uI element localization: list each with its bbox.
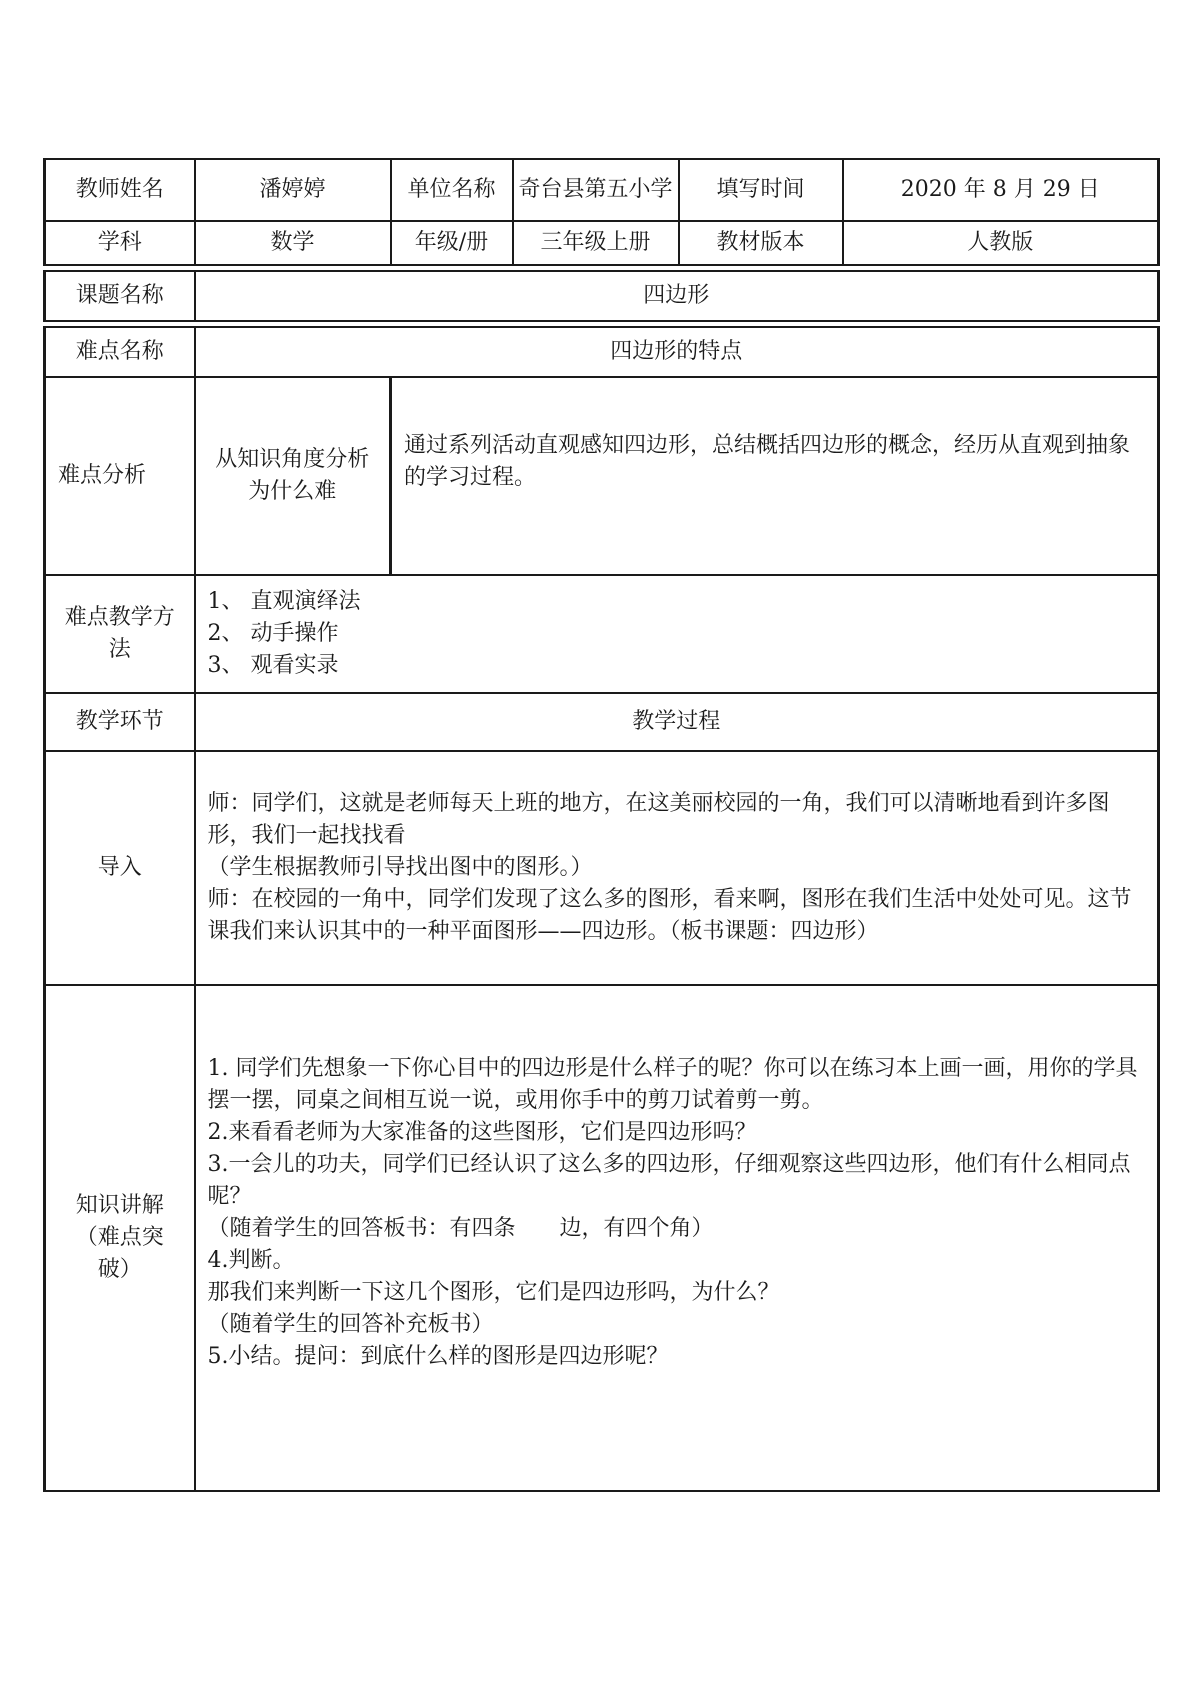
topic-value: 四边形 bbox=[195, 271, 1159, 321]
unit-value: 奇台县第五小学 bbox=[513, 159, 679, 221]
intro-line: 师：同学们，这就是老师每天上班的地方，在这美丽校园的一角，我们可以清晰地看到许多图形，我们一起找找看 bbox=[207, 791, 1110, 848]
subject-label: 学科 bbox=[45, 221, 195, 265]
process-value: 教学过程 bbox=[195, 693, 1159, 751]
intro-label: 导入 bbox=[45, 751, 195, 985]
teacher-value: 潘婷婷 bbox=[195, 159, 391, 221]
grade-value: 三年级上册 bbox=[513, 221, 679, 265]
process-label: 教学环节 bbox=[45, 693, 195, 751]
knowledge-row bbox=[45, 985, 1159, 1491]
method-item: 2、 动手操作 bbox=[207, 621, 339, 646]
knowledge-content bbox=[195, 985, 1159, 1491]
knowledge-label: 知识讲解（难点突破） bbox=[45, 985, 195, 1491]
lesson-plan-table bbox=[43, 158, 1160, 1492]
knowledge-line: 5.小结。提问：到底什么样的图形是四边形呢？ bbox=[207, 1344, 669, 1369]
knowledge-line: 4.判断。 bbox=[207, 1248, 295, 1273]
unit-label: 单位名称 bbox=[391, 159, 513, 221]
topic-label: 课题名称 bbox=[45, 271, 195, 321]
subject-value: 数学 bbox=[195, 221, 391, 265]
knowledge-line: 1. 同学们先想象一下你心目中的四边形是什么样子的呢？你可以在练习本上画一画，用你的学具摆一摆，同桌之间相互说一说，或用你手中的剪刀试着剪一剪。 bbox=[207, 1056, 1138, 1113]
analysis-row bbox=[45, 377, 1159, 575]
teacher-label: 教师姓名 bbox=[45, 159, 195, 221]
analysis-label: 难点分析 bbox=[45, 377, 195, 575]
edition-value: 人教版 bbox=[843, 221, 1159, 265]
intro-line: （学生根据教师引导找出图中的图形。） bbox=[207, 855, 593, 880]
methods-row bbox=[45, 575, 1159, 693]
grade-label: 年级/册 bbox=[391, 221, 513, 265]
edition-label: 教材版本 bbox=[679, 221, 843, 265]
date-value: 2020 年 8 月 29 日 bbox=[843, 159, 1159, 221]
analysis-text: 通过系列活动直观感知四边形，总结概括四边形的概念，经历从直观到抽象的学习过程。 bbox=[391, 377, 1159, 575]
method-item: 1、 直观演绎法 bbox=[207, 589, 361, 614]
topic-row bbox=[45, 271, 1159, 321]
date-label: 填写时间 bbox=[679, 159, 843, 221]
process-header-row bbox=[45, 693, 1159, 751]
intro-content bbox=[195, 751, 1159, 985]
difficulty-value: 四边形的特点 bbox=[195, 327, 1159, 377]
methods-label: 难点教学方法 bbox=[45, 575, 195, 693]
header-row-2 bbox=[45, 221, 1159, 265]
header-row-1 bbox=[45, 159, 1159, 221]
method-item: 3、 观看实录 bbox=[207, 653, 339, 678]
knowledge-line: （随着学生的回答板书：有四条 边，有四个角） bbox=[207, 1216, 714, 1241]
knowledge-line: （随着学生的回答补充板书） bbox=[207, 1312, 494, 1337]
intro-line: 师：在校园的一角中，同学们发现了这么多的图形，看来啊，图形在我们生活中处处可见。这节课我们来认识其中的一种平面图形——四边形。（板书课题：四边形） bbox=[207, 887, 1132, 944]
knowledge-line: 2.来看看老师为大家准备的这些图形，它们是四边形吗？ bbox=[207, 1120, 757, 1145]
methods-list bbox=[195, 575, 1159, 693]
difficulty-label: 难点名称 bbox=[45, 327, 195, 377]
lesson-plan-sheet bbox=[43, 158, 1157, 1492]
difficulty-row bbox=[45, 327, 1159, 377]
analysis-sub-label: 从知识角度分析为什么难 bbox=[195, 377, 391, 575]
intro-row bbox=[45, 751, 1159, 985]
knowledge-line: 3.一会儿的功夫，同学们已经认识了这么多的四边形，仔细观察这些四边形，他们有什么相同点呢？ bbox=[207, 1152, 1131, 1209]
knowledge-line: 那我们来判断一下这几个图形，它们是四边形吗，为什么？ bbox=[207, 1280, 780, 1305]
